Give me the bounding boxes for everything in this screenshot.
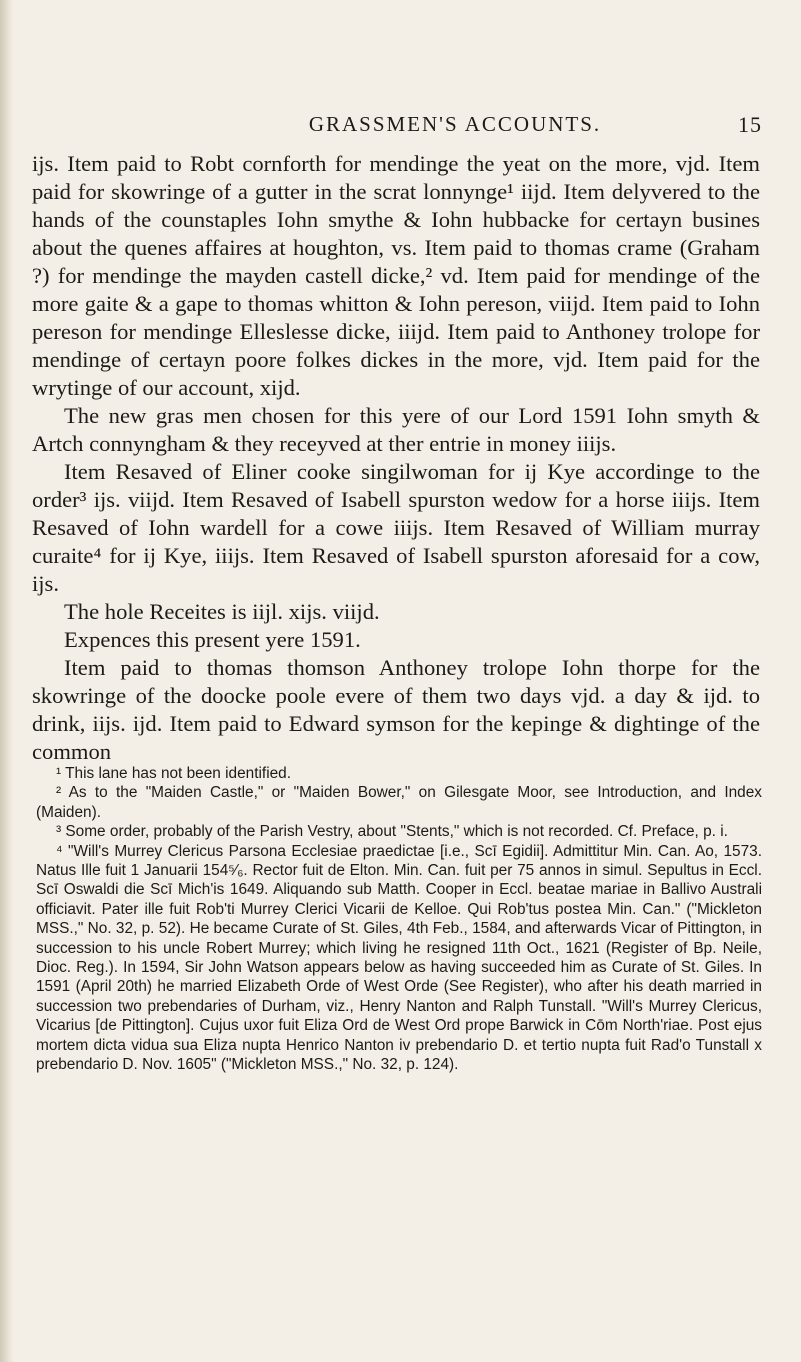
page-binding-edge (0, 0, 14, 1362)
paragraph: Expences this present yere 1591. (64, 627, 361, 652)
main-text (32, 150, 760, 766)
running-header (150, 112, 760, 137)
page-title: GRASSMEN'S ACCOUNTS. (308, 112, 602, 136)
paragraph: ijs. Item paid to Robt cornforth for mendinge the yeat on the more, vjd. Item paid for skowringe of a gutter in the scrat lonnynge¹ iijd. Item delyvered to the hands of the counstaples Iohn smythe & Iohn hubbacke for certayn busines about the quenes affaires at houghton, vs. Item paid to thomas crame (Graham ?) for mendinge the mayden castell dicke,² vd. Item paid for mendinge of the more gaite & a gape to thomas whitton & Iohn pereson, viijd. Item paid to Iohn pereson for mendinge Elleslesse dicke, iiijd. Item paid to Anthoney trolope for mendinge of certayn poore folkes dickes in the more, vjd. Item paid for the wrytinge of our account, xijd. (32, 151, 760, 400)
footnote: ¹ This lane has not been identified. (56, 765, 292, 782)
footnote: ³ Some order, probably of the Parish Vestry, about "Stents," which is not recorded. Cf. Preface, p. i. (56, 823, 728, 841)
footnotes (36, 764, 762, 1075)
page-number: 15 (738, 112, 762, 137)
paragraph: The new gras men chosen for this yere of our Lord 1591 Iohn smyth & Artch connyngham & they receyved at ther entrie in money iiijs. (32, 403, 760, 456)
footnote: ⁴ "Will's Murrey Clericus Parsona Ecclesiae praedictae [i.e., Scī Egidii]. Admittitur Min. Can. Ao, 1573. Natus Ille fuit 1 Januarii 154⁵⁄₆. Rector fuit de Elton. Min. Can. fuit per 75 annos in simul. Sepultus in Eccl. Scī Oswaldi die Scī Mich'is 1649. Aliquando sub Matth. Cooper in Eccl. beatae mariae in Ballivo Australi officiavit. Pater ille fuit Rob'ti Murrey Clerici Vicarii de Kelloe. Qui Rob'tus postea Min. Can." ("Mickleton MSS.," No. 32, p. 52). He became Curate of St. Giles, 4th Feb., 1584, and afterwards Vicar of Pittington, in succession to his uncle Robert Murrey; which living he resigned 11th Oct., 1621 (Register of Bp. Neile, Dioc. Reg.). In 1594, Sir John Watson appears below as having succeeded him as Curate of St. Giles. In 1591 (April 20th) he married Elizabeth Orde of West Orde (See Register), who after his death married in succession two prebendaries of Durham, viz., Henry Nanton and Ralph Tunstall. "Will's Murrey Clericus, Vicarius [de Pittington]. Cujus uxor fuit Eliza Ord de West Ord prope Barwick in Cōm North'riae. Post ejus mortem dicta vidua sua Eliza nupta Henrico Nanton iv prebendario D. et tertio nupta fuit Rad'o Tunstall x prebendario D. Nov. 1605" ("Mickleton MSS.," No. 32, p. 124). (36, 842, 762, 1074)
paragraph: Item paid to thomas thomson Anthoney trolope Iohn thorpe for the skowringe of the doocke poole evere of them two days vjd. a day & ijd. to drink, iijs. ijd. Item paid to Edward symson for the kepinge & dightinge of the common (32, 655, 760, 764)
paragraph: The hole Receites is iijl. xijs. viijd. (64, 599, 380, 624)
paragraph: Item Resaved of Eliner cooke singilwoman for ij Kye accordinge to the order³ ijs. viijd. Item Resaved of Isabell spurston wedow for a horse iiijs. Item Resaved of Iohn wardell for a cowe iiijs. Item Resaved of William murray curaite⁴ for ij Kye, iiijs. Item Resaved of Isabell spurston aforesaid for a cow, ijs. (32, 459, 760, 596)
footnote: ² As to the "Maiden Castle," or "Maiden Bower," on Gilesgate Moor, see Introduction, and Index (Maiden). (36, 784, 762, 821)
